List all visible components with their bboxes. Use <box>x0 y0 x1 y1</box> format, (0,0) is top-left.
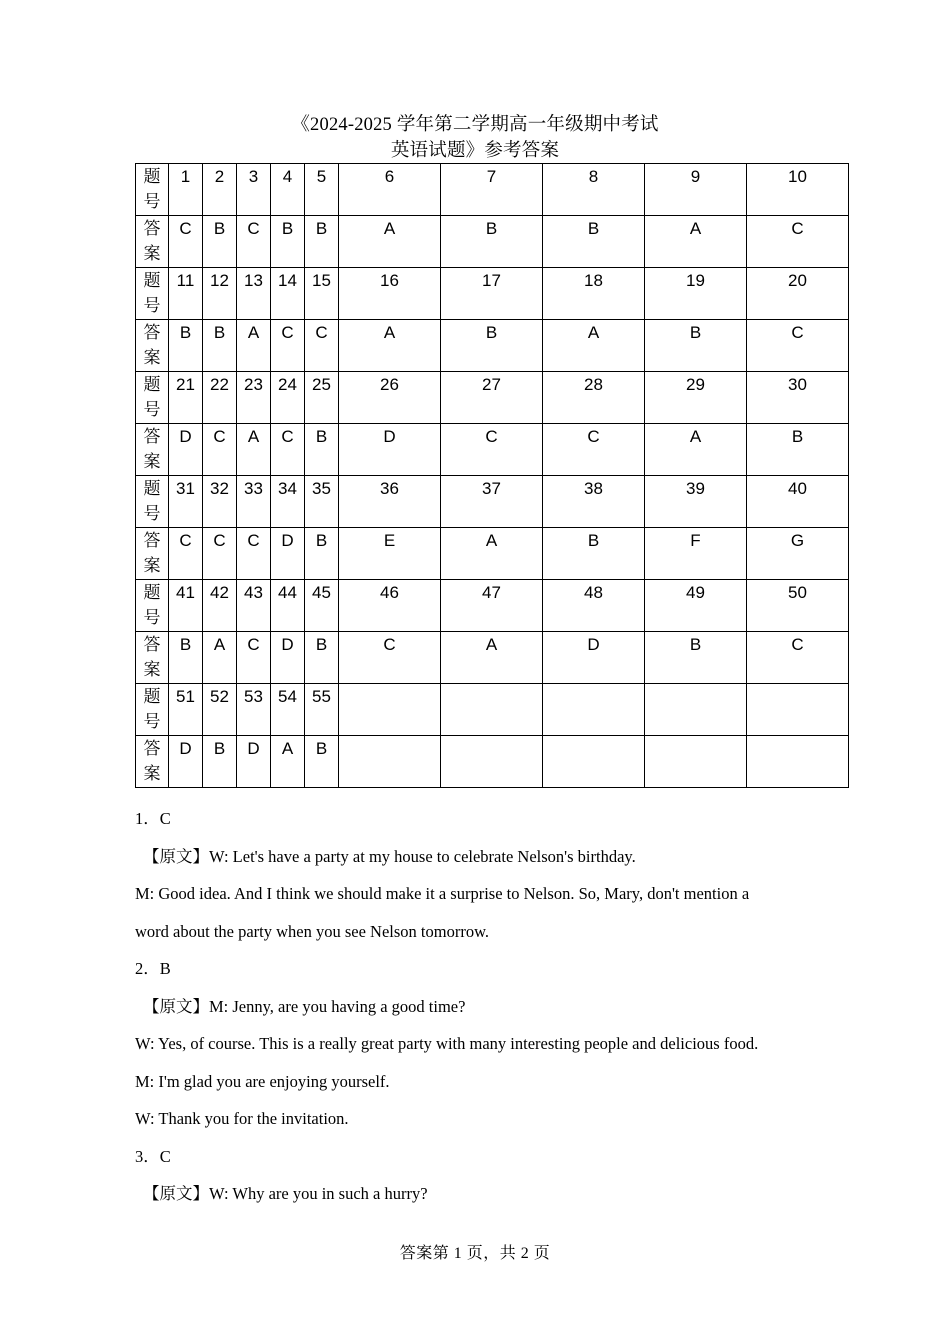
answer-cell: B <box>747 424 849 476</box>
question-number-cell: 41 <box>169 580 203 632</box>
question-number-cell: 12 <box>203 268 237 320</box>
question-number-cell: 21 <box>169 372 203 424</box>
answer-cell: B <box>441 320 543 372</box>
explanation-line: 2．B <box>135 959 171 978</box>
question-number-cell: 44 <box>271 580 305 632</box>
table-row <box>136 320 849 372</box>
explanation-line: W: Yes, of course. This is a really great party with many interesting people and delicious food. <box>135 1034 759 1053</box>
table-row <box>136 476 849 528</box>
row-label-question: 题号 <box>136 684 169 736</box>
question-number-cell: 8 <box>543 164 645 216</box>
table-row <box>136 216 849 268</box>
answer-cell: B <box>543 216 645 268</box>
answer-cell: B <box>169 320 203 372</box>
page-footer: 答案第 1 页，共 2 页 <box>399 1245 551 1262</box>
answer-cell: C <box>203 424 237 476</box>
answer-cell: F <box>645 528 747 580</box>
answer-cell: C <box>747 320 849 372</box>
question-number-cell: 54 <box>271 684 305 736</box>
answer-cell: A <box>645 216 747 268</box>
answer-cell <box>543 736 645 788</box>
question-number-cell: 9 <box>645 164 747 216</box>
answer-cell <box>441 736 543 788</box>
answer-cell: A <box>237 424 271 476</box>
explanation-line: 【原文】W: Why are you in such a hurry? <box>143 1184 428 1203</box>
explanation-line: 1．C <box>135 809 171 828</box>
question-number-cell <box>339 684 441 736</box>
question-number-cell: 23 <box>237 372 271 424</box>
question-number-cell: 22 <box>203 372 237 424</box>
answer-cell: A <box>271 736 305 788</box>
answer-cell: A <box>645 424 747 476</box>
question-number-cell: 35 <box>305 476 339 528</box>
answer-cell: B <box>169 632 203 684</box>
question-number-cell: 1 <box>169 164 203 216</box>
question-number-cell: 29 <box>645 372 747 424</box>
answer-cell: C <box>747 632 849 684</box>
answer-cell: C <box>271 320 305 372</box>
answer-cell: C <box>543 424 645 476</box>
question-number-cell: 49 <box>645 580 747 632</box>
question-number-cell: 33 <box>237 476 271 528</box>
answer-cell: D <box>543 632 645 684</box>
question-number-cell <box>645 684 747 736</box>
row-label-answer: 答案 <box>136 424 169 476</box>
question-number-cell: 16 <box>339 268 441 320</box>
question-number-cell: 31 <box>169 476 203 528</box>
question-number-cell: 37 <box>441 476 543 528</box>
answer-cell: C <box>169 528 203 580</box>
table-row <box>136 684 849 736</box>
question-number-cell: 30 <box>747 372 849 424</box>
question-number-cell: 14 <box>271 268 305 320</box>
answer-cell: C <box>747 216 849 268</box>
answer-cell: D <box>169 736 203 788</box>
question-number-cell: 45 <box>305 580 339 632</box>
question-number-cell: 52 <box>203 684 237 736</box>
question-number-cell: 32 <box>203 476 237 528</box>
row-label-question: 题号 <box>136 268 169 320</box>
answer-cell: B <box>543 528 645 580</box>
question-number-cell: 20 <box>747 268 849 320</box>
answer-cell: B <box>305 216 339 268</box>
row-label-question: 题号 <box>136 372 169 424</box>
question-number-cell: 15 <box>305 268 339 320</box>
row-label-answer: 答案 <box>136 216 169 268</box>
question-number-cell: 3 <box>237 164 271 216</box>
table-row <box>136 424 849 476</box>
explanation-line: word about the party when you see Nelson tomorrow. <box>135 921 490 941</box>
table-row <box>136 632 849 684</box>
question-number-cell: 40 <box>747 476 849 528</box>
answer-key-table <box>135 163 849 788</box>
question-number-cell: 4 <box>271 164 305 216</box>
answer-cell: B <box>645 632 747 684</box>
question-number-cell: 47 <box>441 580 543 632</box>
table-row <box>136 580 849 632</box>
question-number-cell: 26 <box>339 372 441 424</box>
question-number-cell: 11 <box>169 268 203 320</box>
answer-cell: A <box>237 320 271 372</box>
question-number-cell: 19 <box>645 268 747 320</box>
question-number-cell: 42 <box>203 580 237 632</box>
question-number-cell: 13 <box>237 268 271 320</box>
question-number-cell: 38 <box>543 476 645 528</box>
question-number-cell: 55 <box>305 684 339 736</box>
question-number-cell: 46 <box>339 580 441 632</box>
question-number-cell: 7 <box>441 164 543 216</box>
question-number-cell: 24 <box>271 372 305 424</box>
answer-cell: D <box>169 424 203 476</box>
answer-cell: B <box>305 424 339 476</box>
explanation-list <box>135 800 835 1213</box>
answer-cell: D <box>237 736 271 788</box>
question-number-cell: 34 <box>271 476 305 528</box>
answer-cell: B <box>203 736 237 788</box>
question-number-cell: 43 <box>237 580 271 632</box>
question-number-cell: 10 <box>747 164 849 216</box>
answer-cell: B <box>441 216 543 268</box>
answer-cell: G <box>747 528 849 580</box>
answer-cell: A <box>441 528 543 580</box>
question-number-cell: 53 <box>237 684 271 736</box>
table-row <box>136 164 849 216</box>
answer-cell <box>645 736 747 788</box>
answer-cell: C <box>441 424 543 476</box>
explanation-line: W: Thank you for the invitation. <box>135 1109 349 1128</box>
explanation-line: 3．C <box>135 1146 171 1166</box>
question-number-cell: 39 <box>645 476 747 528</box>
question-number-cell <box>441 684 543 736</box>
answer-cell: A <box>543 320 645 372</box>
answer-cell: A <box>441 632 543 684</box>
question-number-cell: 48 <box>543 580 645 632</box>
answer-cell: C <box>237 632 271 684</box>
question-number-cell: 6 <box>339 164 441 216</box>
table-row <box>136 736 849 788</box>
answer-cell: C <box>203 528 237 580</box>
answer-cell: B <box>305 528 339 580</box>
table-row <box>136 372 849 424</box>
title-line-2: 英语试题》参考答案 <box>390 141 560 161</box>
answer-cell: B <box>271 216 305 268</box>
answer-cell: D <box>339 424 441 476</box>
question-number-cell: 2 <box>203 164 237 216</box>
answer-cell: A <box>339 320 441 372</box>
answer-cell: A <box>203 632 237 684</box>
answer-cell <box>339 736 441 788</box>
answer-cell: B <box>305 736 339 788</box>
answer-cell: C <box>271 424 305 476</box>
answer-cell: C <box>305 320 339 372</box>
answer-cell: C <box>237 528 271 580</box>
document-title <box>135 112 815 164</box>
question-number-cell: 25 <box>305 372 339 424</box>
answer-cell: A <box>339 216 441 268</box>
answer-cell: C <box>237 216 271 268</box>
question-number-cell: 50 <box>747 580 849 632</box>
answer-cell: B <box>203 216 237 268</box>
question-number-cell: 17 <box>441 268 543 320</box>
answer-cell: D <box>271 528 305 580</box>
row-label-question: 题号 <box>136 580 169 632</box>
question-number-cell: 18 <box>543 268 645 320</box>
question-number-cell <box>543 684 645 736</box>
answer-cell: E <box>339 528 441 580</box>
table-row <box>136 268 849 320</box>
explanation-line: 【原文】M: Jenny, are you having a good time? <box>143 996 466 1016</box>
row-label-answer: 答案 <box>136 320 169 372</box>
row-label-answer: 答案 <box>136 528 169 580</box>
question-number-cell <box>747 684 849 736</box>
table-row <box>136 528 849 580</box>
question-number-cell: 51 <box>169 684 203 736</box>
answer-cell: B <box>203 320 237 372</box>
question-number-cell: 36 <box>339 476 441 528</box>
explanation-line: 【原文】W: Let's have a party at my house to celebrate Nelson's birthday. <box>143 846 636 866</box>
row-label-question: 题号 <box>136 164 169 216</box>
answer-cell: B <box>645 320 747 372</box>
question-number-cell: 5 <box>305 164 339 216</box>
explanation-line: M: I'm glad you are enjoying yourself. <box>135 1071 390 1091</box>
answer-cell: D <box>271 632 305 684</box>
row-label-answer: 答案 <box>136 632 169 684</box>
answer-cell: B <box>305 632 339 684</box>
answer-cell <box>747 736 849 788</box>
explanation-line: M: Good idea. And I think we should make it a surprise to Nelson. So, Mary, don't mention a <box>135 884 750 903</box>
answer-cell: C <box>169 216 203 268</box>
row-label-answer: 答案 <box>136 736 169 788</box>
question-number-cell: 27 <box>441 372 543 424</box>
title-line-1: 《2024-2025 学年第二学期高一年级期中考试 <box>291 115 659 135</box>
row-label-question: 题号 <box>136 476 169 528</box>
answer-cell: C <box>339 632 441 684</box>
question-number-cell: 28 <box>543 372 645 424</box>
